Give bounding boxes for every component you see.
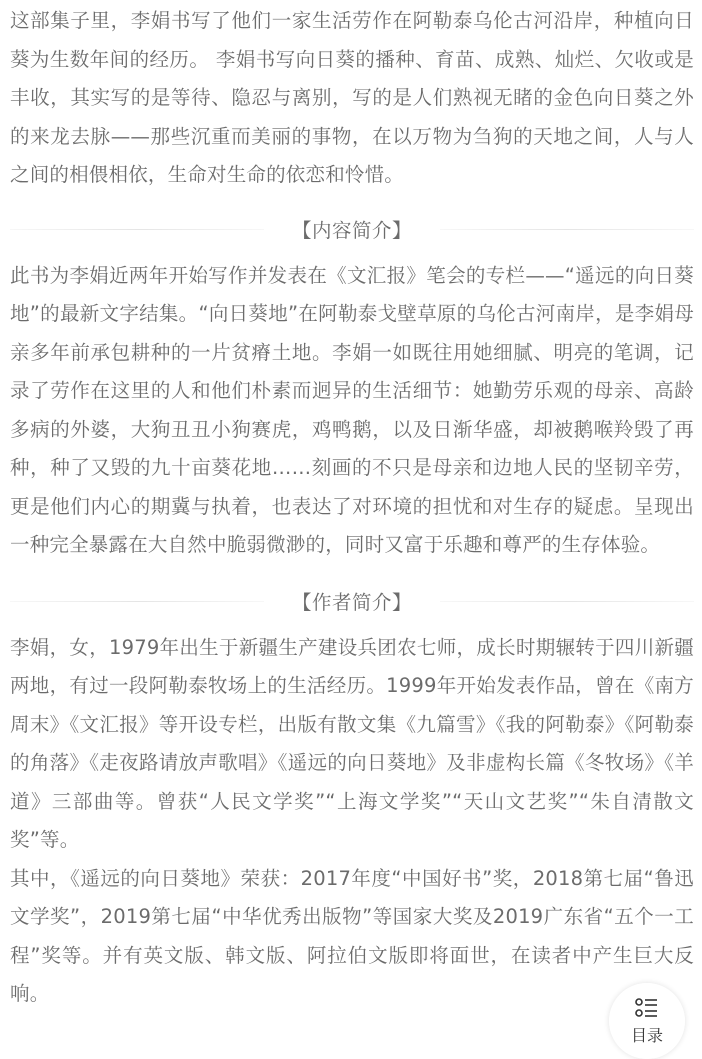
- divider-left: [10, 229, 264, 230]
- author-section-header: [10, 579, 694, 623]
- intro-paragraph: 这部集子里，李娟书写了他们一家生活劳作在阿勒泰乌伦古河沿岸，种植向日葵为生数年间的经历。 李娟书写向日葵的播种、育苗、成熟、灿烂、欠收或是丰收，其实写的是等待、隐忍与离别，写的是人们熟视无睹的金色向日葵之外的来龙去脉——那些沉重而美丽的事物，在以万物为刍狗的天地之间，人与人之间的相偎相依，生命对生命的依恋和怜惜。: [10, 9, 694, 186]
- divider-right: [440, 601, 694, 602]
- toc-list-icon: [635, 997, 659, 1019]
- author-bio-paragraph: 李娟，女，1979年出生于新疆生产建设兵团农七师，成长时期辗转于四川新疆两地，有过一段阿勒泰牧场上的生活经历。1999年开始发表作品，曾在《南方周末》《文汇报》等开设专栏，出版有散文集《九篇雪》《我的阿勒泰》《阿勒泰的角落》《走夜路请放声歌唱》《遥远的向日葵地》及非虚构长篇《冬牧场》《羊道》三部曲等。曾获“人民文学奖”“上海文学奖”“天山文艺奖”“朱自清散文奖”等。: [10, 635, 694, 851]
- book-detail-content: [10, 0, 694, 1014]
- divider-right: [440, 229, 694, 230]
- toc-button[interactable]: [609, 983, 685, 1059]
- summary-section-title: 【内容简介】: [291, 218, 412, 242]
- toc-label: 目录: [630, 1026, 663, 1045]
- summary-section-header: [10, 207, 694, 251]
- author-section-title: 【作者简介】: [291, 590, 412, 614]
- author-awards-paragraph: 其中，《遥远的向日葵地》荣获：2017年度“中国好书”奖，2018第七届“鲁迅文学奖”，2019第七届“中华优秀出版物”等国家大奖及2019广东省“五个一工程”奖等。并有英文版、韩文版、阿拉伯文版即将面世，在读者中产生巨大反响。: [10, 866, 694, 1005]
- summary-paragraph: 此书为李娟近两年开始写作并发表在《文汇报》笔会的专栏——“遥远的向日葵地”的最新文字结集。“向日葵地”在阿勒泰戈壁草原的乌伦古河南岸，是李娟母亲多年前承包耕种的一片贫瘠土地。李娟一如既往用她细腻、明亮的笔调，记录了劳作在这里的人和他们朴素而迥异的生活细节：她勤劳乐观的母亲、高龄多病的外婆，大狗丑丑小狗赛虎，鸡鸭鹅，以及日渐华盛，却被鹅喉羚毁了再种，种了又毁的九十亩葵花地……刻画的不只是母亲和边地人民的坚韧辛劳，更是他们内心的期冀与执着，也表达了对环境的担忧和对生存的疑虑。呈现出一种完全暴露在大自然中脆弱微渺的，同时又富于乐趣和尊严的生存体验。: [10, 263, 694, 556]
- divider-left: [10, 601, 264, 602]
